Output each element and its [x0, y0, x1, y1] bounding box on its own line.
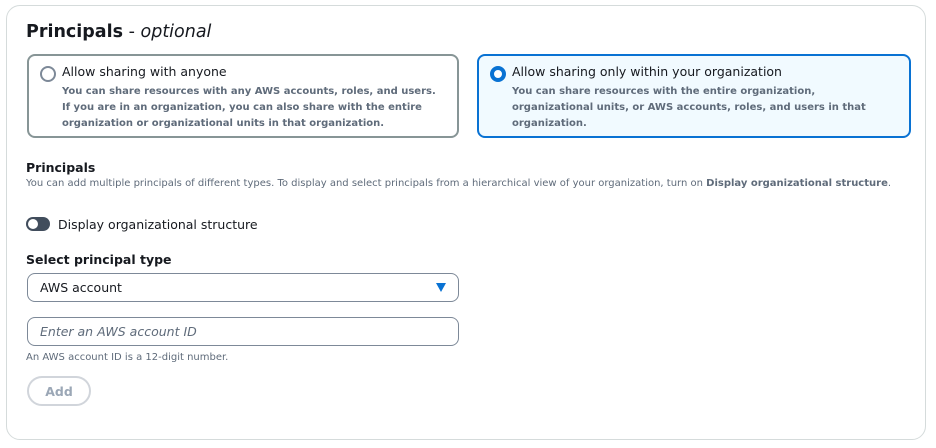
principal-type-selected-value: AWS account	[40, 280, 122, 295]
principals-description-text: You can add multiple principals of different types. To display and select principals from a hierarchical view of your organization, turn on	[26, 178, 707, 189]
radio-selected-icon[interactable]	[490, 66, 506, 82]
add-button[interactable]: Add	[27, 376, 91, 406]
panel-title-text: Principals	[26, 22, 124, 42]
account-id-constraint: An AWS account ID is a 12-digit number.	[26, 352, 229, 363]
principals-description-emphasis: Display organizational structure	[706, 178, 888, 189]
sharing-option-organization-label: Allow sharing only within your organization	[512, 64, 782, 79]
sharing-option-organization-tile[interactable]	[477, 54, 911, 138]
panel-title-optional: optional	[140, 22, 212, 42]
org-structure-toggle-label: Display organizational structure	[58, 216, 258, 232]
panel-title-dash: -	[123, 22, 141, 42]
principals-description	[26, 178, 891, 189]
sharing-option-anyone-label: Allow sharing with anyone	[62, 64, 227, 79]
principals-heading: Principals	[26, 160, 96, 175]
toggle-knob	[28, 219, 38, 229]
principals-description-end: .	[887, 178, 892, 189]
sharing-option-organization-description: You can share resources with the entire organization, organizational units, or AWS accounts, roles, and users in that organization.	[512, 86, 866, 129]
principals-panel	[6, 5, 926, 440]
principal-type-select[interactable]	[27, 273, 459, 302]
caret-down-icon	[436, 283, 446, 292]
principal-type-label: Select principal type	[26, 252, 172, 267]
sharing-option-anyone-description: You can share resources with any AWS accounts, roles, and users. If you are in an organization, you can also share with the entire organization or organizational units in that organization.	[62, 86, 436, 129]
radio-unselected-icon[interactable]	[40, 66, 56, 82]
account-id-input[interactable]	[27, 317, 459, 346]
toggle-off-icon[interactable]	[26, 217, 50, 231]
org-structure-toggle-row	[26, 214, 258, 234]
panel-title	[26, 22, 211, 42]
sharing-option-anyone-tile[interactable]	[27, 54, 459, 138]
